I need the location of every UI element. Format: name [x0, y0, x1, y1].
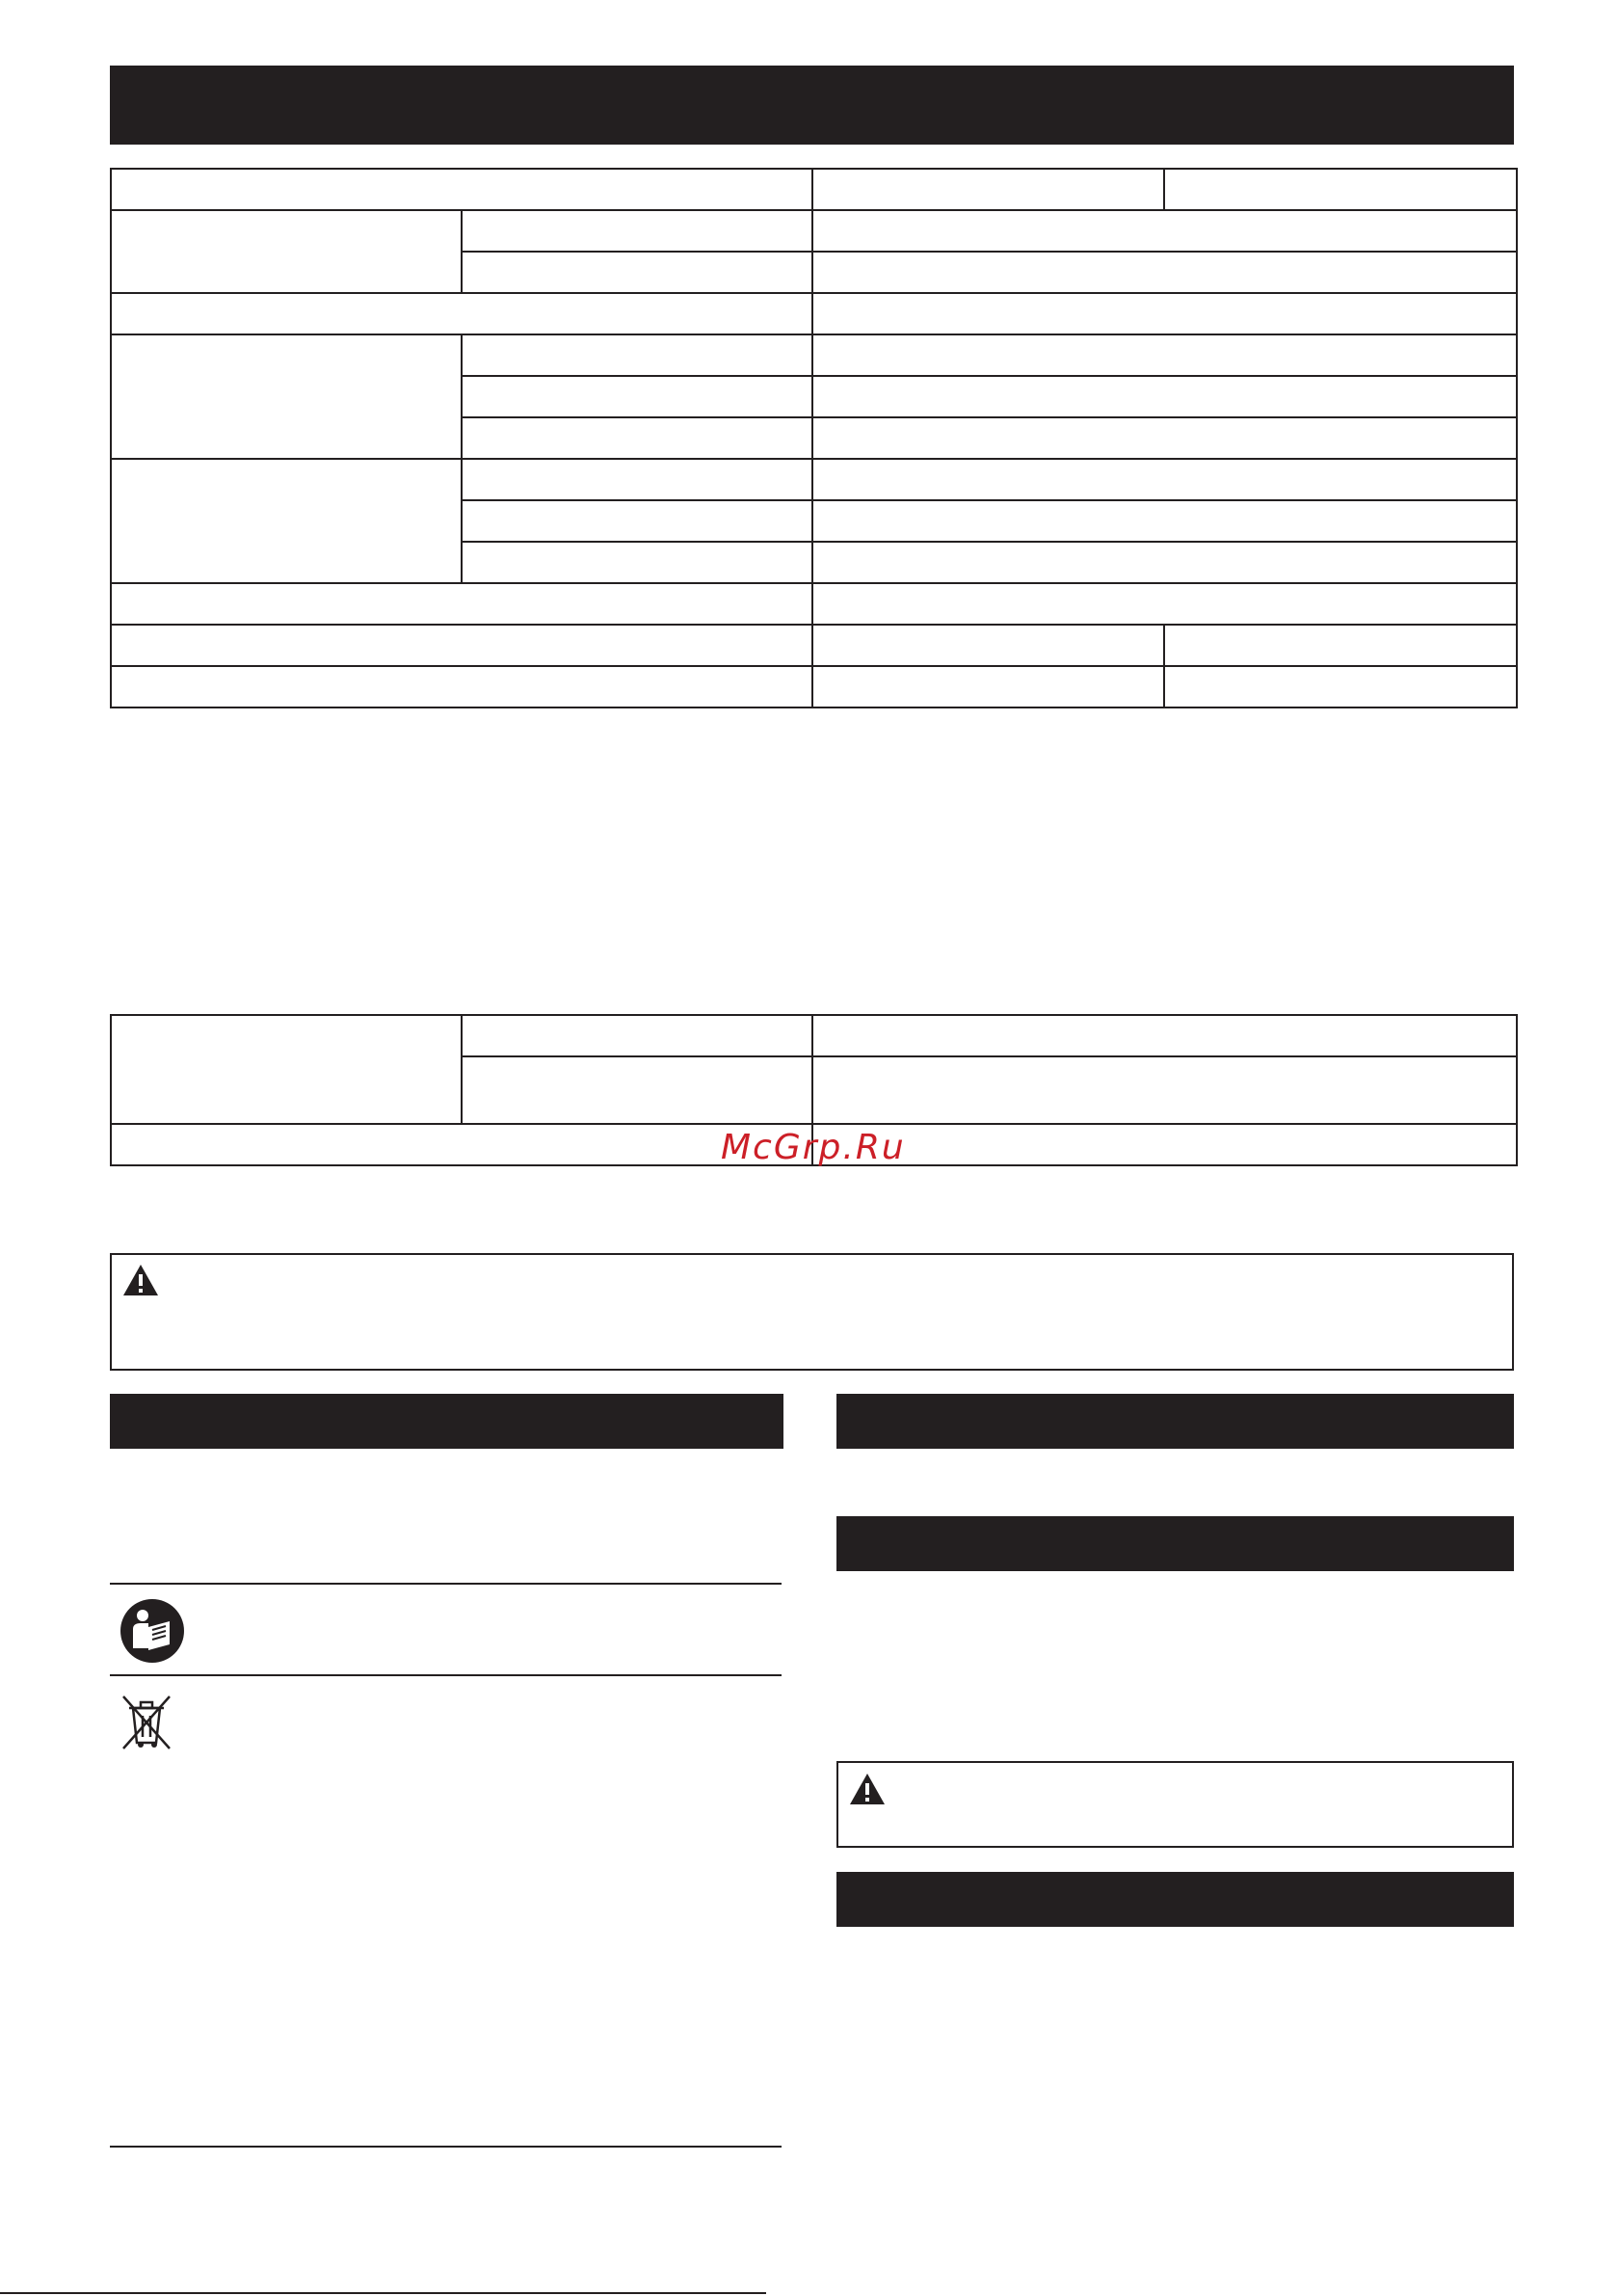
page-header-bar — [110, 66, 1514, 145]
divider — [110, 2146, 782, 2148]
table-cell — [462, 542, 812, 583]
warning-triangle-icon — [121, 1263, 160, 1297]
right-section-header-bar-1 — [836, 1394, 1514, 1449]
table-cell — [812, 459, 1517, 500]
table-row — [111, 583, 1517, 625]
table-row — [111, 334, 1517, 376]
table-cell — [462, 459, 812, 500]
divider — [110, 1583, 782, 1585]
table-cell — [812, 666, 1164, 707]
table-cell — [812, 625, 1164, 666]
table-cell — [812, 293, 1517, 334]
crossed-out-bin-icon — [119, 1693, 173, 1752]
table-cell — [462, 334, 812, 376]
specification-table — [110, 168, 1518, 708]
table-cell — [462, 1015, 812, 1056]
table-cell — [111, 1124, 812, 1165]
watermark: McGrp.Ru — [721, 1128, 906, 1167]
table-cell — [812, 583, 1517, 625]
warning-triangle-icon — [848, 1772, 887, 1806]
warning-box — [110, 1253, 1514, 1371]
table-cell — [462, 417, 812, 459]
table-row — [111, 293, 1517, 334]
table-cell — [111, 666, 812, 707]
table-cell — [1164, 625, 1517, 666]
table-cell — [812, 1056, 1517, 1124]
table-cell — [462, 252, 812, 293]
table-cell — [812, 169, 1164, 210]
table-cell — [111, 625, 812, 666]
right-section-header-bar-3 — [836, 1872, 1514, 1927]
table-cell — [111, 169, 812, 210]
table-cell — [111, 583, 812, 625]
table-cell — [462, 500, 812, 542]
table-cell — [812, 376, 1517, 417]
table-cell — [812, 542, 1517, 583]
left-section-header-bar — [110, 1394, 783, 1449]
table-cell — [812, 334, 1517, 376]
table-cell — [111, 210, 462, 293]
read-manual-icon — [119, 1598, 185, 1664]
table-row — [111, 459, 1517, 500]
table-cell — [462, 210, 812, 252]
table-cell — [462, 1056, 812, 1124]
table-cell — [812, 252, 1517, 293]
table-cell — [111, 334, 462, 459]
table-row — [111, 666, 1517, 707]
table-cell — [812, 1124, 1517, 1165]
table-row — [111, 210, 1517, 252]
table-cell — [812, 500, 1517, 542]
table-cell — [812, 210, 1517, 252]
right-section-header-bar-2 — [836, 1516, 1514, 1571]
right-warning-box — [836, 1761, 1514, 1848]
table-cell — [1164, 169, 1517, 210]
divider — [110, 1674, 782, 1676]
table-cell — [1164, 666, 1517, 707]
table-cell — [812, 417, 1517, 459]
table-cell — [111, 1015, 462, 1124]
table-cell — [111, 459, 462, 583]
table-cell — [111, 293, 812, 334]
table-row — [111, 625, 1517, 666]
footer-divider — [0, 2292, 766, 2294]
table-cell — [462, 376, 812, 417]
table-row — [111, 1015, 1517, 1056]
table-cell — [812, 1015, 1517, 1056]
table-row — [111, 169, 1517, 210]
